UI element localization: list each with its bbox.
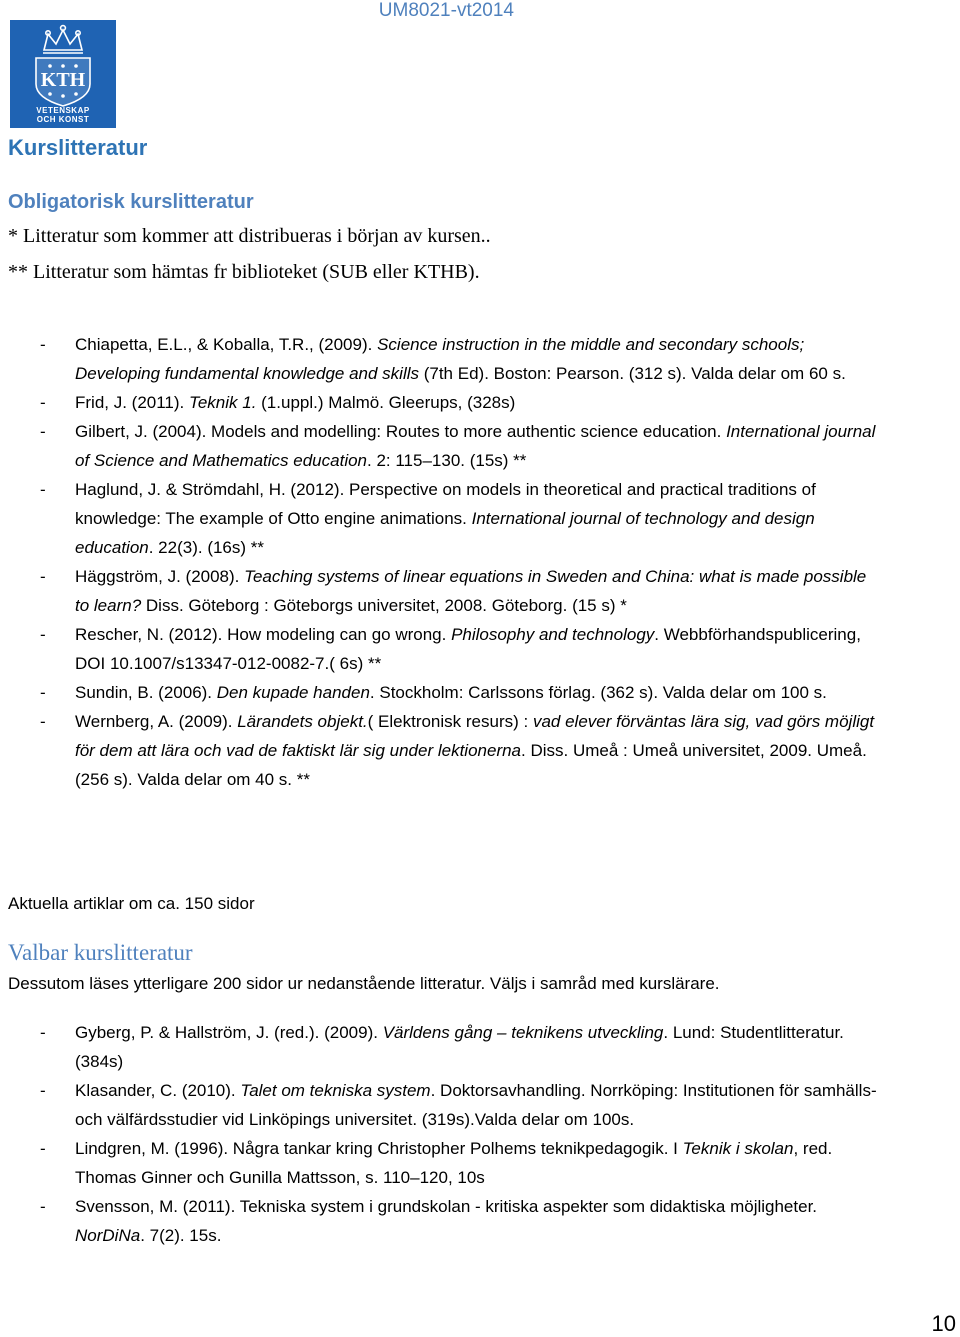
page-number: 10: [931, 1311, 956, 1336]
articles-note: Aktuella artiklar om ca. 150 sidor: [8, 894, 255, 913]
optional-intro: Dessutom läses ytterligare 200 sidor ur nedanstående litteratur. Väljs i samråd med kurslärare.: [8, 974, 720, 993]
optional-heading: Valbar kurslitteratur: [8, 940, 193, 965]
list-item: - Gyberg, P. & Hallström, J. (red.). (2009). Världens gång – teknikens utveckling. Lund: Studentlitteratur. (384s): [40, 1023, 844, 1071]
list-item: - Lindgren, M. (1996). Några tankar kring Christopher Polhems teknikpedagogik. I Teknik i skolan, red. Thomas Ginner och Gunilla Mattsson, s. 110–120, 10s: [40, 1139, 833, 1187]
optional-list: [0, 1018, 960, 1250]
list-item: - Frid, J. (2011). Teknik 1. (1.uppl.) Malmö. Gleerups, (328s): [40, 393, 516, 412]
mandatory-note-library: ** Litteratur som hämtas fr biblioteket (SUB eller KTHB).: [8, 261, 480, 283]
list-item: - Haglund, J. & Strömdahl, H. (2012). Perspective on models in theoretical and practical traditions of knowledge: The example of Otto engine animations. International journal of technology and design education. 22(3). (16s) **: [40, 480, 816, 557]
mandatory-note-distributed: * Litteratur som kommer att distribueras i början av kursen..: [8, 225, 491, 247]
list-item: - Wernberg, A. (2009). Lärandets objekt.( Elektronisk resurs) : vad elever förväntas lära sig, vad görs möjligt för dem att lära och vad de faktiskt lär sig under lektionerna. Diss. Umeå : Umeå universitet, 2009. Umeå. (256 s). Valda delar om 40 s. **: [40, 712, 875, 789]
list-item: - Rescher, N. (2012). How modeling can go wrong. Philosophy and technology. Webbförhandspublicering, DOI 10.1007/s13347-012-0082-7.( 6s) **: [40, 625, 861, 673]
list-item: - Chiapetta, E.L., & Koballa, T.R., (2009). Science instruction in the middle and secondary schools; Developing fundamental knowledge and skills (7th Ed). Boston: Pearson. (312 s). Valda delar om 60 s.: [40, 335, 846, 383]
mandatory-heading: Obligatorisk kurslitteratur: [8, 191, 254, 213]
logo-subtext-2: OCH KONST: [36, 115, 90, 124]
logo-subtext-1: VETENSKAP: [36, 106, 90, 115]
list-item: - Svensson, M. (2011). Tekniska system i grundskolan - kritiska aspekter som didaktiska möjligheter. NorDiNa. 7(2). 15s.: [40, 1197, 818, 1245]
list-item: - Klasander, C. (2010). Talet om tekniska system. Doktorsavhandling. Norrköping: Institutionen för samhälls- och välfärdsstudier vid Linköpings universitet. (319s).Valda delar om 100s.: [40, 1081, 877, 1129]
logo-text: KTH: [40, 69, 86, 91]
mandatory-list: [0, 330, 960, 794]
list-item: - Gilbert, J. (2004). Models and modelling: Routes to more authentic science education. International journal of Science and Mathematics education. 2: 115–130. (15s) **: [40, 422, 876, 470]
page-title: Kurslitteratur: [8, 135, 148, 160]
kth-logo: [10, 20, 116, 128]
list-item: - Häggström, J. (2008). Teaching systems of linear equations in Sweden and China: what is made possible to learn? Diss. Göteborg : Göteborgs universitet, 2008. Göteborg. (15 s) *: [40, 567, 867, 615]
course-code: UM8021-vt2014: [378, 0, 514, 21]
list-item: - Sundin, B. (2006). Den kupade handen. Stockholm: Carlssons förlag. (362 s). Valda delar om 100 s.: [40, 683, 827, 702]
